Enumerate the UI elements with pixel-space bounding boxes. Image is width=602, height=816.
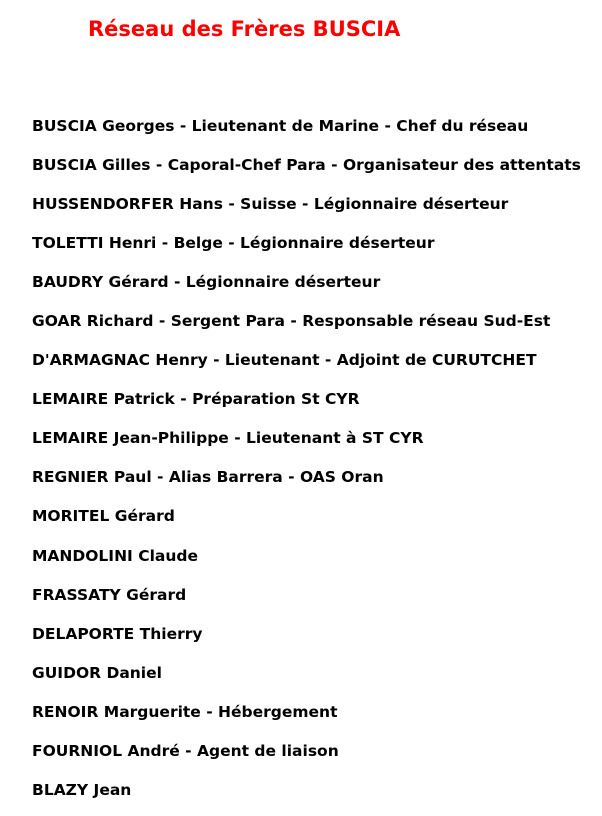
member-item: BUSCIA Georges - Lieutenant de Marine - Chef du réseau [32, 117, 529, 135]
member-item: MORITEL Gérard [32, 507, 175, 526]
member-item: BLAZY Jean [32, 780, 132, 799]
member-item: GOAR Richard - Sergent Para - Responsable réseau Sud-Est [32, 312, 551, 331]
member-list [32, 113, 581, 816]
member-item: BUSCIA Gilles - Caporal-Chef Para - Organisateur des attentats [32, 156, 581, 175]
member-item: BAUDRY Gérard - Légionnaire déserteur [32, 273, 381, 292]
member-item: TOLETTI Henri - Belge - Légionnaire déserteur [32, 234, 435, 253]
member-item: D'ARMAGNAC Henry - Lieutenant - Adjoint de CURUTCHET [32, 351, 537, 370]
member-item: HUSSENDORFER Hans - Suisse - Légionnaire déserteur [32, 195, 509, 214]
member-item: FOURNIOL André - Agent de liaison [32, 741, 339, 760]
member-item: REGNIER Paul - Alias Barrera - OAS Oran [32, 468, 384, 487]
document-title: Réseau des Frères BUSCIA [88, 17, 401, 41]
member-item: RENOIR Marguerite - Hébergement [32, 702, 338, 721]
member-item: DELAPORTE Thierry [32, 624, 203, 643]
member-item: LEMAIRE Patrick - Préparation St CYR [32, 390, 360, 409]
member-item: LEMAIRE Jean-Philippe - Lieutenant à ST CYR [32, 429, 424, 448]
member-item: FRASSATY Gérard [32, 585, 187, 604]
member-item: GUIDOR Daniel [32, 663, 162, 682]
member-item: MANDOLINI Claude [32, 546, 199, 565]
